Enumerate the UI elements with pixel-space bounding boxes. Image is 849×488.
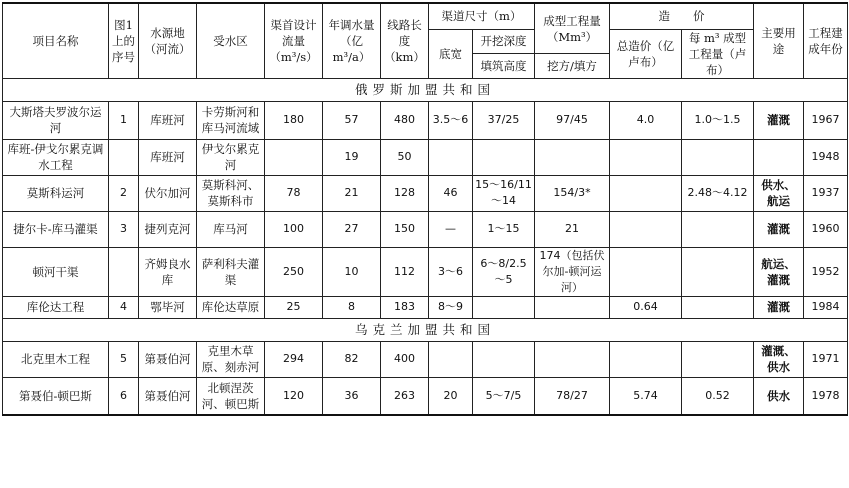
cell-depth-fill bbox=[473, 139, 535, 175]
cell-depth-fill bbox=[473, 341, 535, 377]
cell-unit-cost bbox=[682, 247, 754, 296]
header-receive: 受水区 bbox=[197, 3, 265, 78]
cell-receive: 北顿涅茨河、顿巴斯 bbox=[197, 377, 265, 415]
header-excavation-depth: 开挖深度 bbox=[473, 29, 535, 54]
cell-unit-cost bbox=[682, 341, 754, 377]
cell-earthwork bbox=[535, 341, 610, 377]
cell-bottom-width: 8～9 bbox=[429, 296, 473, 318]
cell-receive: 萨利科夫灌渠 bbox=[197, 247, 265, 296]
cell-annual: 10 bbox=[323, 247, 381, 296]
cell-length: 480 bbox=[381, 101, 429, 139]
cell-usage: 供水 bbox=[754, 377, 804, 415]
cell-annual: 27 bbox=[323, 211, 381, 247]
cell-earthwork bbox=[535, 139, 610, 175]
cell-project-name: 捷尔卡-库马灌渠 bbox=[3, 211, 109, 247]
header-unit-cost: 每 m³ 成型工程量（卢布） bbox=[682, 29, 754, 78]
header-length: 线路长度（km） bbox=[381, 3, 429, 78]
cell-project-name: 顿河干渠 bbox=[3, 247, 109, 296]
cell-project-name: 库伦达工程 bbox=[3, 296, 109, 318]
cell-seq bbox=[109, 139, 139, 175]
cell-source: 伏尔加河 bbox=[139, 175, 197, 211]
cell-source: 库班河 bbox=[139, 139, 197, 175]
cell-earthwork: 154/3* bbox=[535, 175, 610, 211]
cell-year: 1952 bbox=[804, 247, 848, 296]
header-cost: 造 价 bbox=[610, 3, 754, 29]
cell-total-cost bbox=[610, 341, 682, 377]
cell-year: 1948 bbox=[804, 139, 848, 175]
cell-year: 1971 bbox=[804, 341, 848, 377]
cell-total-cost bbox=[610, 175, 682, 211]
cell-annual: 57 bbox=[323, 101, 381, 139]
cell-unit-cost: 0.52 bbox=[682, 377, 754, 415]
cell-usage: 灌溉 bbox=[754, 101, 804, 139]
cell-project-name: 北克里木工程 bbox=[3, 341, 109, 377]
table-row bbox=[3, 139, 848, 175]
table-row bbox=[3, 175, 848, 211]
cell-earthwork: 97/45 bbox=[535, 101, 610, 139]
cell-year: 1960 bbox=[804, 211, 848, 247]
cell-usage bbox=[754, 139, 804, 175]
cell-bottom-width: — bbox=[429, 211, 473, 247]
cell-flow: 250 bbox=[265, 247, 323, 296]
header-seq: 图1上的序号 bbox=[109, 3, 139, 78]
cell-length: 112 bbox=[381, 247, 429, 296]
cell-total-cost: 4.0 bbox=[610, 101, 682, 139]
cell-total-cost: 0.64 bbox=[610, 296, 682, 318]
cell-annual: 8 bbox=[323, 296, 381, 318]
cell-receive: 莫斯科河、莫斯科市 bbox=[197, 175, 265, 211]
cell-unit-cost bbox=[682, 296, 754, 318]
cell-receive: 库马河 bbox=[197, 211, 265, 247]
header-source: 水源地（河流） bbox=[139, 3, 197, 78]
header-year: 工程建成年份 bbox=[804, 3, 848, 78]
cell-project-name: 莫斯科运河 bbox=[3, 175, 109, 211]
cell-unit-cost bbox=[682, 139, 754, 175]
table-body bbox=[3, 78, 848, 415]
cell-year: 1967 bbox=[804, 101, 848, 139]
cell-length: 128 bbox=[381, 175, 429, 211]
header-flow: 渠首设计流量（m³/s） bbox=[265, 3, 323, 78]
cell-annual: 36 bbox=[323, 377, 381, 415]
cell-annual: 82 bbox=[323, 341, 381, 377]
cell-depth-fill: 1～15 bbox=[473, 211, 535, 247]
cell-depth-fill bbox=[473, 296, 535, 318]
header-fill-height: 填筑高度 bbox=[473, 54, 535, 79]
cell-seq: 2 bbox=[109, 175, 139, 211]
cell-source: 第聂伯河 bbox=[139, 341, 197, 377]
cell-year: 1984 bbox=[804, 296, 848, 318]
cell-receive: 伊戈尔累克河 bbox=[197, 139, 265, 175]
cell-length: 263 bbox=[381, 377, 429, 415]
header-cut-fill: 挖方/填方 bbox=[535, 54, 610, 79]
cell-project-name: 库班-伊戈尔累克调水工程 bbox=[3, 139, 109, 175]
header-annual: 年调水量（亿 m³/a） bbox=[323, 3, 381, 78]
header-earthwork: 成型工程量（Mm³） bbox=[535, 3, 610, 54]
cell-total-cost bbox=[610, 211, 682, 247]
cell-seq: 4 bbox=[109, 296, 139, 318]
cell-receive: 克里木草原、刻赤河 bbox=[197, 341, 265, 377]
table-row bbox=[3, 296, 848, 318]
cell-unit-cost: 2.48～4.12 bbox=[682, 175, 754, 211]
cell-seq bbox=[109, 247, 139, 296]
cell-bottom-width bbox=[429, 139, 473, 175]
table-row bbox=[3, 377, 848, 415]
cell-depth-fill: 15～16/11～14 bbox=[473, 175, 535, 211]
cell-earthwork: 21 bbox=[535, 211, 610, 247]
cell-annual: 21 bbox=[323, 175, 381, 211]
cell-flow: 100 bbox=[265, 211, 323, 247]
cell-flow: 180 bbox=[265, 101, 323, 139]
cell-bottom-width bbox=[429, 341, 473, 377]
section-title: 俄罗斯加盟共和国 bbox=[3, 78, 848, 101]
cell-depth-fill: 37/25 bbox=[473, 101, 535, 139]
header-bottom-width: 底宽 bbox=[429, 29, 473, 78]
cell-flow bbox=[265, 139, 323, 175]
cell-total-cost bbox=[610, 139, 682, 175]
cell-year: 1978 bbox=[804, 377, 848, 415]
cell-length: 50 bbox=[381, 139, 429, 175]
header-name: 项目名称 bbox=[3, 3, 109, 78]
cell-unit-cost: 1.0～1.5 bbox=[682, 101, 754, 139]
header-usage: 主要用途 bbox=[754, 3, 804, 78]
cell-receive: 卡劳斯河和库马河流域 bbox=[197, 101, 265, 139]
cell-earthwork: 174（包括伏尔加-顿河运河） bbox=[535, 247, 610, 296]
cell-flow: 25 bbox=[265, 296, 323, 318]
cell-unit-cost bbox=[682, 211, 754, 247]
cell-bottom-width: 3～6 bbox=[429, 247, 473, 296]
table-row bbox=[3, 211, 848, 247]
cell-project-name: 第聂伯-顿巴斯 bbox=[3, 377, 109, 415]
cell-usage: 灌溉、供水 bbox=[754, 341, 804, 377]
cell-usage: 灌溉 bbox=[754, 296, 804, 318]
cell-length: 183 bbox=[381, 296, 429, 318]
cell-depth-fill: 5～7/5 bbox=[473, 377, 535, 415]
table-row bbox=[3, 341, 848, 377]
cell-flow: 294 bbox=[265, 341, 323, 377]
cell-usage: 航运、灌溉 bbox=[754, 247, 804, 296]
header-total-cost: 总造价（亿卢布） bbox=[610, 29, 682, 78]
water-transfer-table bbox=[2, 2, 848, 416]
cell-seq: 1 bbox=[109, 101, 139, 139]
cell-length: 150 bbox=[381, 211, 429, 247]
cell-earthwork bbox=[535, 296, 610, 318]
cell-year: 1937 bbox=[804, 175, 848, 211]
document-page bbox=[2, 2, 847, 416]
cell-total-cost: 5.74 bbox=[610, 377, 682, 415]
cell-receive: 库伦达草原 bbox=[197, 296, 265, 318]
cell-usage: 供水、航运 bbox=[754, 175, 804, 211]
cell-bottom-width: 20 bbox=[429, 377, 473, 415]
cell-source: 鄂毕河 bbox=[139, 296, 197, 318]
cell-annual: 19 bbox=[323, 139, 381, 175]
cell-bottom-width: 46 bbox=[429, 175, 473, 211]
cell-seq: 5 bbox=[109, 341, 139, 377]
header-channel-size: 渠道尺寸（m） bbox=[429, 3, 535, 29]
section-title: 乌克兰加盟共和国 bbox=[3, 318, 848, 341]
cell-earthwork: 78/27 bbox=[535, 377, 610, 415]
cell-flow: 78 bbox=[265, 175, 323, 211]
cell-seq: 6 bbox=[109, 377, 139, 415]
cell-source: 库班河 bbox=[139, 101, 197, 139]
cell-source: 齐姆良水库 bbox=[139, 247, 197, 296]
cell-source: 捷列克河 bbox=[139, 211, 197, 247]
cell-project-name: 大斯塔夫罗波尔运河 bbox=[3, 101, 109, 139]
cell-total-cost bbox=[610, 247, 682, 296]
cell-length: 400 bbox=[381, 341, 429, 377]
cell-source: 第聂伯河 bbox=[139, 377, 197, 415]
cell-bottom-width: 3.5～6 bbox=[429, 101, 473, 139]
table-row bbox=[3, 247, 848, 296]
cell-seq: 3 bbox=[109, 211, 139, 247]
cell-depth-fill: 6～8/2.5～5 bbox=[473, 247, 535, 296]
table-row bbox=[3, 101, 848, 139]
cell-usage: 灌溉 bbox=[754, 211, 804, 247]
cell-flow: 120 bbox=[265, 377, 323, 415]
